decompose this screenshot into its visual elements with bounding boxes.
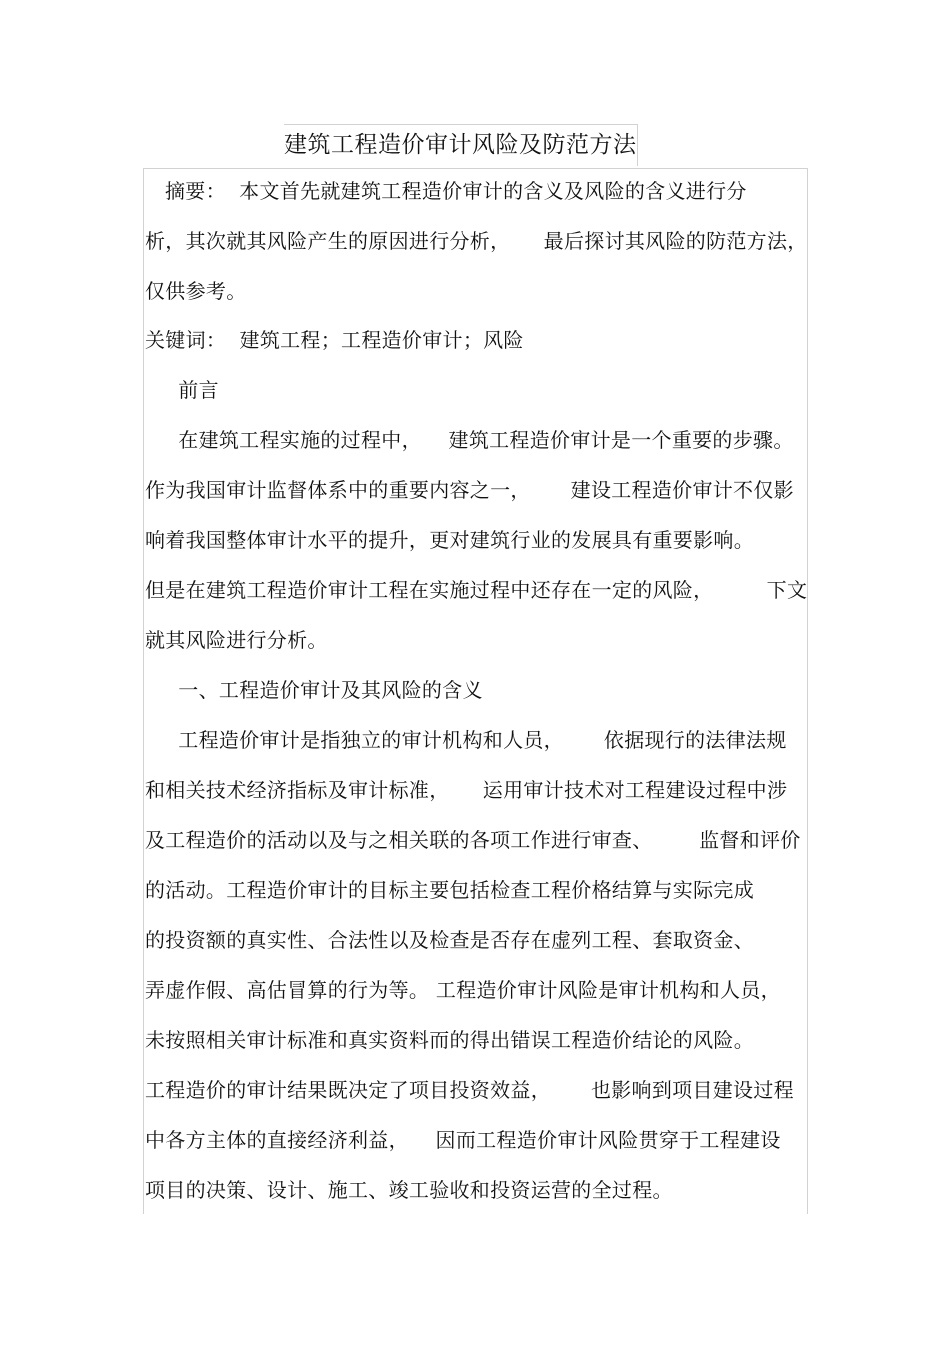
- text-line: 及工程造价的活动以及与之相关联的各项工作进行审查、 监督和评价: [145, 828, 801, 852]
- text-line: 未按照相关审计标准和真实资料而的得出错误工程造价结论的风险。: [145, 1028, 754, 1052]
- text-line: 弄虚作假、高估冒算的行为等。 工程造价审计风险是审计机构和人员，: [145, 978, 781, 1002]
- text-line: 和相关技术经济指标及审计标准， 运用审计技术对工程建设过程中涉: [145, 778, 788, 802]
- section-heading: 一、工程造价审计及其风险的含义: [145, 678, 483, 702]
- text-line: 关键词： 建筑工程；工程造价审计；风险: [145, 328, 524, 352]
- text-line: 就其风险进行分析。: [145, 628, 328, 652]
- text-line: 析，其次就其风险产生的原因进行分析， 最后探讨其风险的防范方法，: [145, 229, 808, 253]
- text-line: 但是在建筑工程造价审计工程在实施过程中还存在一定的风险， 下文: [145, 578, 808, 602]
- text-line: 项目的决策、设计、施工、竣工验收和投资运营的全过程。: [145, 1178, 673, 1202]
- text-line: 的活动。工程造价审计的目标主要包括检查工程价格结算与实际完成: [145, 878, 754, 902]
- text-line: 作为我国审计监督体系中的重要内容之一， 建设工程造价审计不仅影: [145, 478, 794, 502]
- text-line: 前言: [145, 378, 219, 402]
- text-line: 工程造价审计是指独立的审计机构和人员， 依据现行的法律法规: [145, 728, 787, 752]
- text-line: 的投资额的真实性、合法性以及检查是否存在虚列工程、套取资金、: [145, 928, 754, 952]
- text-line: 在建筑工程实施的过程中， 建筑工程造价审计是一个重要的步骤。: [145, 428, 794, 452]
- document-title: 建筑工程造价审计风险及防范方法: [284, 132, 637, 158]
- text-line: 响着我国整体审计水平的提升，更对建筑行业的发展具有重要影响。: [145, 528, 754, 552]
- text-line: 中各方主体的直接经济利益， 因而工程造价审计风险贯穿于工程建设: [145, 1128, 781, 1152]
- text-line: 仅供参考。: [145, 279, 247, 303]
- text-line: 工程造价的审计结果既决定了项目投资效益， 也影响到项目建设过程: [145, 1078, 794, 1102]
- text-line: 摘要： 本文首先就建筑工程造价审计的含义及风险的含义进行分: [145, 179, 747, 203]
